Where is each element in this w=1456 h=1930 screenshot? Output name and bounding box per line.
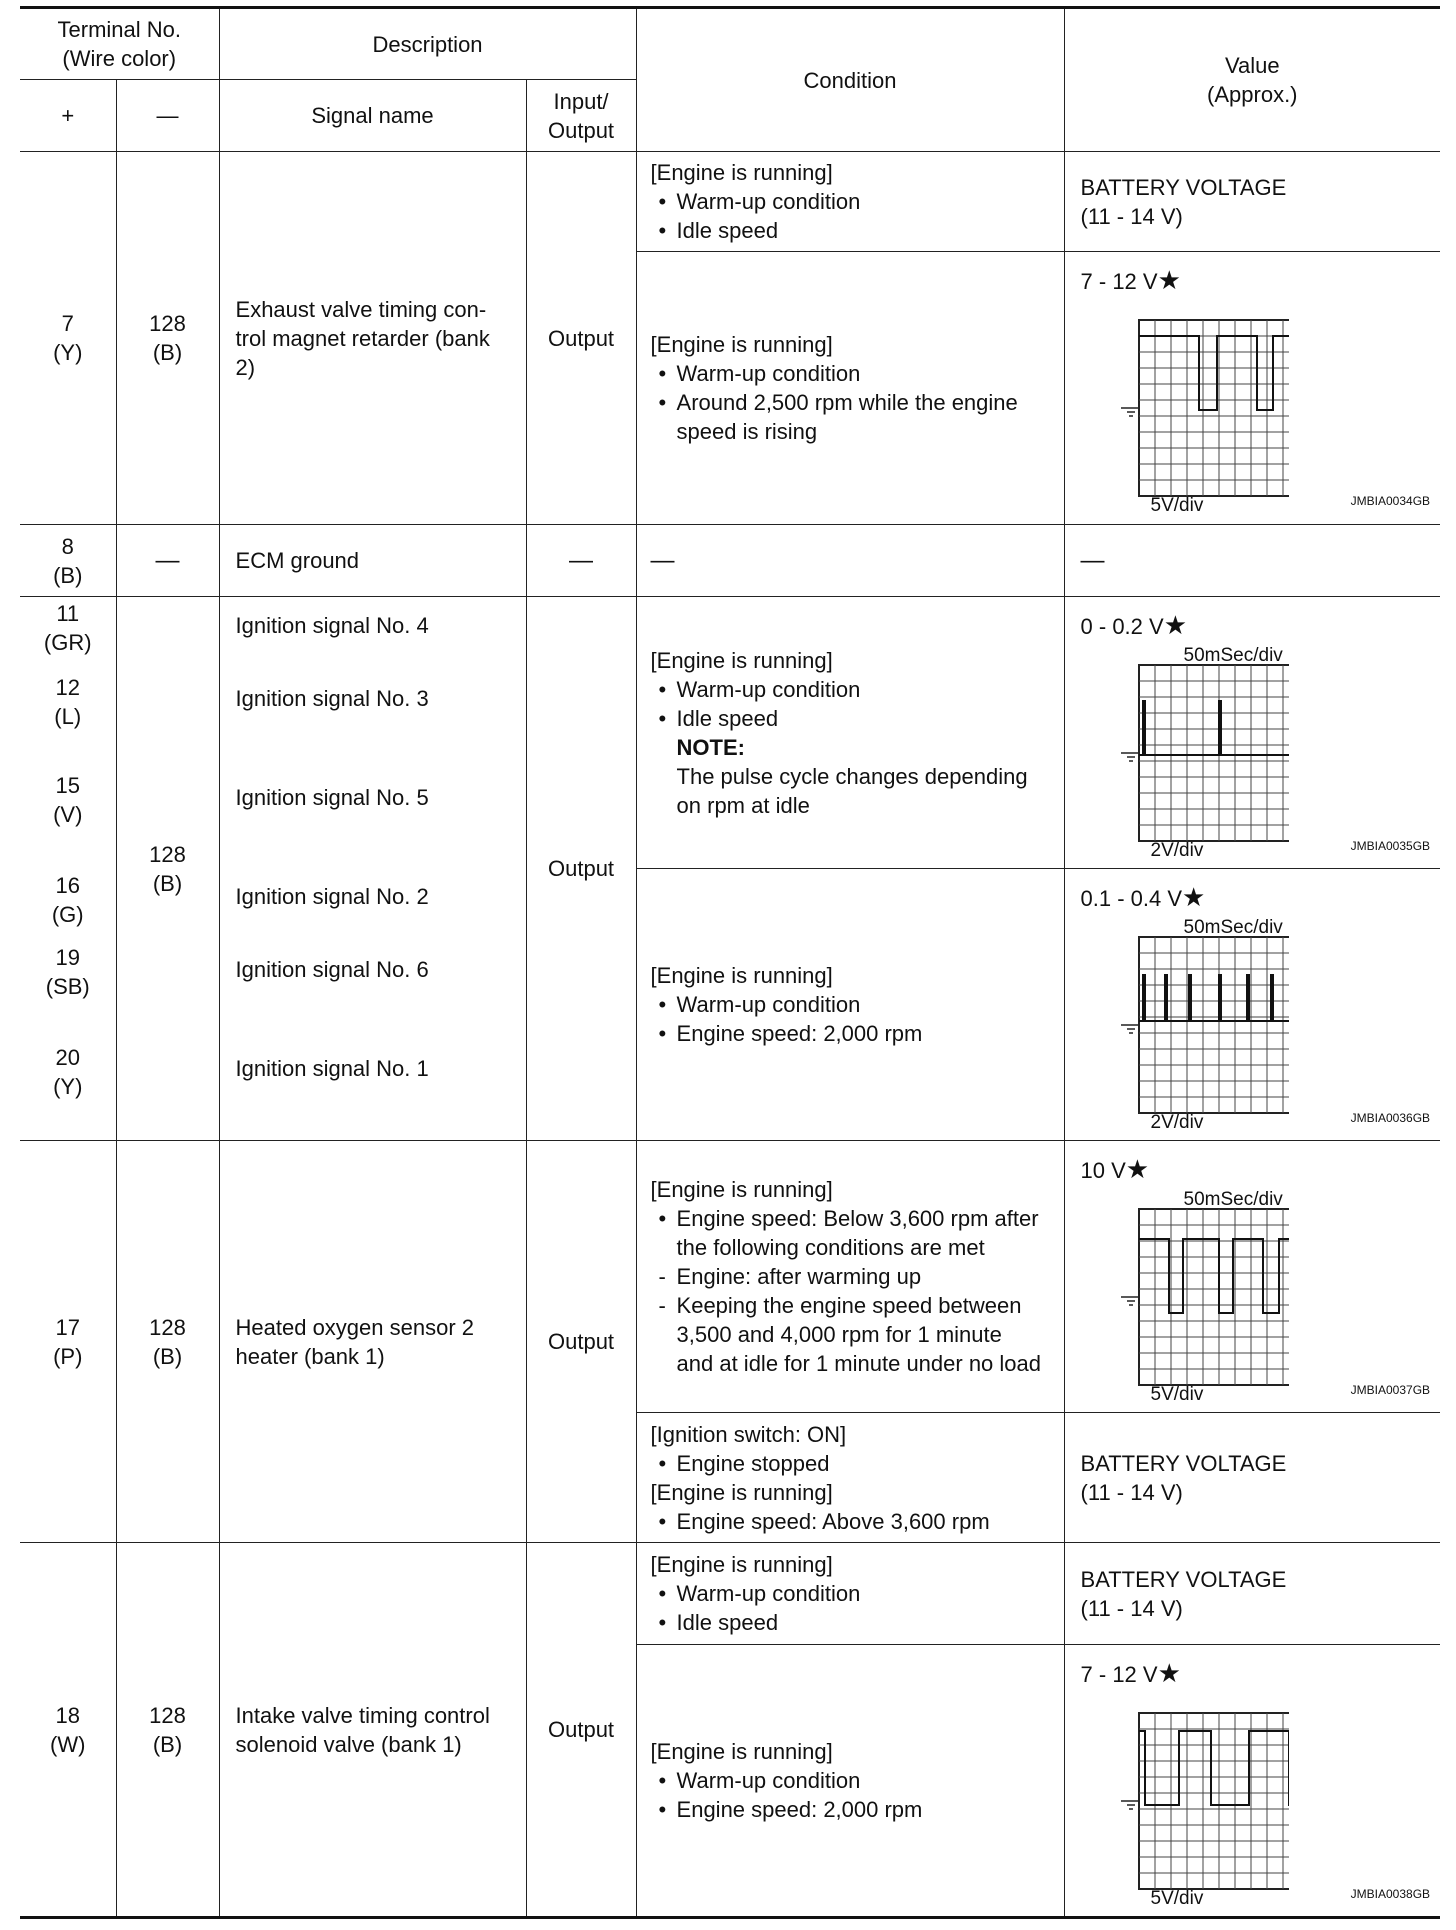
header-terminal: Terminal No. (Wire color): [20, 8, 219, 80]
condition: [Engine is running] • Warm-up condition • Engine speed: 2,000 rpm: [636, 1645, 1064, 1918]
star-icon: ★: [1182, 881, 1206, 912]
io-type: Output: [526, 597, 636, 1141]
signal-name: ECM ground: [219, 525, 526, 597]
condition: [Engine is running] • Warm-up condition • Engine speed: 2,000 rpm: [636, 869, 1064, 1141]
ecm-terminal-table: [20, 6, 1440, 1919]
table-row: [20, 1543, 1440, 1645]
terminal-minus: 128 (B): [116, 152, 219, 525]
terminal-minus: 128 (B): [116, 1543, 219, 1918]
header-value: Value (Approx.): [1064, 8, 1440, 152]
star-icon: ★: [1157, 265, 1181, 295]
condition: [Engine is running] • Engine speed: Below 3,600 rpm after the following conditions are met - Engine: after warming up - Keeping the engine speed between 3,500 and 4,000 rpm for 1 minute and at idle for 1 minute under no load: [636, 1141, 1064, 1413]
oscilloscope-waveform: [1119, 643, 1289, 863]
value: BATTERY VOLTAGE (11 - 14 V): [1064, 152, 1440, 252]
table-row: [20, 152, 1440, 252]
terminal-plus: 17 (P): [20, 1141, 116, 1543]
condition: [Ignition switch: ON] • Engine stopped [Engine is running] • Engine speed: Above 3,600 rpm: [636, 1413, 1064, 1543]
io-type: Output: [526, 152, 636, 525]
value: —: [1064, 525, 1440, 597]
condition: [Engine is running] • Warm-up condition • Idle speed NOTE: The pulse cycle changes depending on rpm at idle: [636, 597, 1064, 869]
terminal-minus: 128 (B): [116, 1141, 219, 1543]
signal-name: Exhaust valve timing con- trol magnet retarder (bank 2): [219, 152, 526, 525]
oscilloscope-waveform: [1119, 915, 1289, 1135]
terminal-plus: 7 (Y): [20, 152, 116, 525]
condition: [Engine is running] • Warm-up condition • Idle speed: [636, 1543, 1064, 1645]
oscilloscope-waveform: [1119, 1187, 1289, 1407]
io-type: Output: [526, 1141, 636, 1543]
value: BATTERY VOLTAGE (11 - 14 V): [1064, 1413, 1440, 1543]
header-description: Description: [219, 8, 636, 80]
star-icon: ★: [1125, 1153, 1150, 1184]
value-waveform: 7 - 12 V★ 5V/div JMBIA0034GB: [1064, 252, 1440, 525]
table-row: [20, 525, 1440, 597]
value-waveform: 0 - 0.2 V★ 50mSec/div 2V/div JMBIA0035GB: [1064, 597, 1440, 869]
terminal-plus-group: 11 (GR) 12 (L) 15 (V) 16 (G) 19 (SB) 20 (Y): [20, 597, 116, 1141]
signal-name-group: Ignition signal No. 4 Ignition signal No. 3 Ignition signal No. 5 Ignition signal No. 2 Ignition signal No. 6 Ignition signal No. 1: [219, 597, 526, 1141]
value-waveform: 10 V★ 50mSec/div 5V/div JMBIA0037GB: [1064, 1141, 1440, 1413]
condition: [Engine is running] • Warm-up condition • Around 2,500 rpm while the engine speed is rising: [636, 252, 1064, 525]
terminal-minus: —: [116, 525, 219, 597]
header-minus: —: [116, 80, 219, 152]
io-type: Output: [526, 1543, 636, 1918]
header-io: Input/ Output: [526, 80, 636, 152]
oscilloscope-waveform: [1119, 1691, 1289, 1911]
terminal-minus: 128 (B): [116, 597, 219, 1141]
terminal-plus: 8 (B): [20, 525, 116, 597]
terminal-plus: 18 (W): [20, 1543, 116, 1918]
condition: [Engine is running] • Warm-up condition • Idle speed: [636, 152, 1064, 252]
oscilloscope-waveform: [1119, 298, 1289, 518]
value-waveform: 7 - 12 V★ 5V/div JMBIA0038GB: [1064, 1645, 1440, 1918]
header-signal-name: Signal name: [219, 80, 526, 152]
table-row: [20, 1141, 1440, 1413]
header-plus: +: [20, 80, 116, 152]
table-row: [20, 597, 1440, 869]
star-icon: ★: [1157, 1657, 1181, 1688]
value: BATTERY VOLTAGE (11 - 14 V): [1064, 1543, 1440, 1645]
header-condition: Condition: [636, 8, 1064, 152]
signal-name: Heated oxygen sensor 2 heater (bank 1): [219, 1141, 526, 1543]
condition: —: [636, 525, 1064, 597]
value-waveform: 0.1 - 0.4 V★ 50mSec/div 2V/div JMBIA0036GB: [1064, 869, 1440, 1141]
signal-name: Intake valve timing control solenoid valve (bank 1): [219, 1543, 526, 1918]
star-icon: ★: [1163, 609, 1187, 640]
io-type: —: [526, 525, 636, 597]
